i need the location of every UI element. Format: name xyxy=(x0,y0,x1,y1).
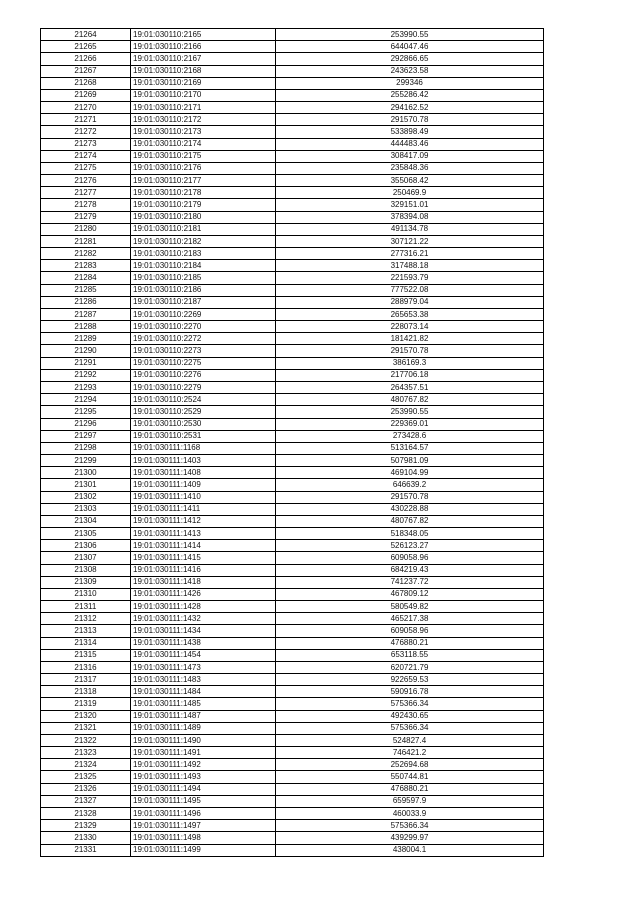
table-row xyxy=(41,491,544,503)
cadastral-value-cell: 264357.51 xyxy=(276,381,544,393)
cadastral-number-cell: 19:01:030111:1487 xyxy=(131,710,276,722)
cadastral-number-cell: 19:01:030110:2174 xyxy=(131,138,276,150)
row-number-cell: 21290 xyxy=(41,345,131,357)
row-number-cell: 21291 xyxy=(41,357,131,369)
row-number-cell: 21279 xyxy=(41,211,131,223)
cadastral-value-cell: 250469.9 xyxy=(276,187,544,199)
row-number-cell: 21286 xyxy=(41,296,131,308)
table-row xyxy=(41,321,544,333)
row-number-cell: 21310 xyxy=(41,588,131,600)
cadastral-value-cell: 235848.36 xyxy=(276,162,544,174)
row-number-cell: 21306 xyxy=(41,540,131,552)
table-row xyxy=(41,649,544,661)
cadastral-value-cell: 308417.09 xyxy=(276,150,544,162)
row-number-cell: 21315 xyxy=(41,649,131,661)
table-row xyxy=(41,540,544,552)
cadastral-value-cell: 550744.81 xyxy=(276,771,544,783)
cadastral-number-cell: 19:01:030110:2176 xyxy=(131,162,276,174)
cadastral-number-cell: 19:01:030111:1416 xyxy=(131,564,276,576)
row-number-cell: 21301 xyxy=(41,479,131,491)
table-row xyxy=(41,65,544,77)
cadastral-value-cell: 533898.49 xyxy=(276,126,544,138)
cadastral-number-cell: 19:01:030111:1415 xyxy=(131,552,276,564)
cadastral-value-cell: 229369.01 xyxy=(276,418,544,430)
cadastral-value-cell: 228073.14 xyxy=(276,321,544,333)
cadastral-value-cell: 580549.82 xyxy=(276,601,544,613)
cadastral-value-cell: 291570.78 xyxy=(276,114,544,126)
table-row xyxy=(41,272,544,284)
cadastral-value-cell: 480767.82 xyxy=(276,515,544,527)
row-number-cell: 21300 xyxy=(41,467,131,479)
table-row xyxy=(41,503,544,515)
cadastral-number-cell: 19:01:030111:1493 xyxy=(131,771,276,783)
row-number-cell: 21294 xyxy=(41,394,131,406)
cadastral-value-cell: 255286.42 xyxy=(276,89,544,101)
cadastral-number-cell: 19:01:030110:2177 xyxy=(131,175,276,187)
cadastral-value-cell: 659597.9 xyxy=(276,795,544,807)
table-row xyxy=(41,394,544,406)
table-row xyxy=(41,284,544,296)
cadastral-value-cell: 741237.72 xyxy=(276,576,544,588)
cadastral-value-cell: 575366.34 xyxy=(276,820,544,832)
cadastral-value-cell: 253990.55 xyxy=(276,29,544,41)
cadastral-value-cell: 460033.9 xyxy=(276,808,544,820)
cadastral-value-cell: 518348.05 xyxy=(276,528,544,540)
cadastral-number-cell: 19:01:030110:2167 xyxy=(131,53,276,65)
cadastral-number-cell: 19:01:030110:2178 xyxy=(131,187,276,199)
table-row xyxy=(41,515,544,527)
row-number-cell: 21287 xyxy=(41,308,131,320)
table-row xyxy=(41,698,544,710)
row-number-cell: 21295 xyxy=(41,406,131,418)
table-row xyxy=(41,552,544,564)
cadastral-number-cell: 19:01:030110:2171 xyxy=(131,102,276,114)
table-row xyxy=(41,162,544,174)
row-number-cell: 21275 xyxy=(41,162,131,174)
row-number-cell: 21312 xyxy=(41,613,131,625)
row-number-cell: 21304 xyxy=(41,515,131,527)
cadastral-number-cell: 19:01:030110:2182 xyxy=(131,235,276,247)
cadastral-value-table xyxy=(40,28,544,857)
cadastral-number-cell: 19:01:030111:1418 xyxy=(131,576,276,588)
cadastral-number-cell: 19:01:030110:2180 xyxy=(131,211,276,223)
row-number-cell: 21303 xyxy=(41,503,131,515)
table-row xyxy=(41,41,544,53)
cadastral-value-cell: 221593.79 xyxy=(276,272,544,284)
table-row xyxy=(41,126,544,138)
cadastral-value-cell: 684219.43 xyxy=(276,564,544,576)
table-row xyxy=(41,747,544,759)
table-row xyxy=(41,625,544,637)
cadastral-value-cell: 491134.78 xyxy=(276,223,544,235)
cadastral-value-cell: 430228.88 xyxy=(276,503,544,515)
table-row xyxy=(41,89,544,101)
table-row xyxy=(41,369,544,381)
cadastral-number-cell: 19:01:030111:1495 xyxy=(131,795,276,807)
cadastral-value-cell: 299346 xyxy=(276,77,544,89)
row-number-cell: 21317 xyxy=(41,674,131,686)
table-row xyxy=(41,844,544,856)
cadastral-value-cell: 524827.4 xyxy=(276,734,544,746)
cadastral-value-cell: 646639.2 xyxy=(276,479,544,491)
row-number-cell: 21309 xyxy=(41,576,131,588)
table-row xyxy=(41,77,544,89)
cadastral-number-cell: 19:01:030111:1483 xyxy=(131,674,276,686)
cadastral-value-cell: 378394.08 xyxy=(276,211,544,223)
row-number-cell: 21280 xyxy=(41,223,131,235)
cadastral-number-cell: 19:01:030111:1408 xyxy=(131,467,276,479)
table-row xyxy=(41,211,544,223)
row-number-cell: 21323 xyxy=(41,747,131,759)
table-row xyxy=(41,832,544,844)
cadastral-number-cell: 19:01:030111:1412 xyxy=(131,515,276,527)
cadastral-value-cell: 922659.53 xyxy=(276,674,544,686)
cadastral-value-cell: 469104.99 xyxy=(276,467,544,479)
cadastral-number-cell: 19:01:030110:2183 xyxy=(131,248,276,260)
row-number-cell: 21296 xyxy=(41,418,131,430)
table-row xyxy=(41,357,544,369)
table-row xyxy=(41,442,544,454)
table-row xyxy=(41,722,544,734)
row-number-cell: 21288 xyxy=(41,321,131,333)
table-row xyxy=(41,467,544,479)
cadastral-number-cell: 19:01:030110:2275 xyxy=(131,357,276,369)
row-number-cell: 21307 xyxy=(41,552,131,564)
cadastral-value-cell: 386169.3 xyxy=(276,357,544,369)
cadastral-number-cell: 19:01:030111:1413 xyxy=(131,528,276,540)
row-number-cell: 21327 xyxy=(41,795,131,807)
row-number-cell: 21277 xyxy=(41,187,131,199)
cadastral-value-cell: 439299.97 xyxy=(276,832,544,844)
cadastral-number-cell: 19:01:030111:1496 xyxy=(131,808,276,820)
cadastral-value-cell: 252694.68 xyxy=(276,759,544,771)
cadastral-value-cell: 291570.78 xyxy=(276,345,544,357)
cadastral-number-cell: 19:01:030110:2185 xyxy=(131,272,276,284)
row-number-cell: 21322 xyxy=(41,734,131,746)
cadastral-number-cell: 19:01:030110:2173 xyxy=(131,126,276,138)
cadastral-value-cell: 575366.34 xyxy=(276,722,544,734)
cadastral-value-cell: 777522.08 xyxy=(276,284,544,296)
cadastral-value-cell: 480767.82 xyxy=(276,394,544,406)
row-number-cell: 21293 xyxy=(41,381,131,393)
cadastral-number-cell: 19:01:030110:2168 xyxy=(131,65,276,77)
cadastral-value-cell: 609058.96 xyxy=(276,552,544,564)
table-row xyxy=(41,601,544,613)
cadastral-value-cell: 288979.04 xyxy=(276,296,544,308)
table-row xyxy=(41,576,544,588)
table-row xyxy=(41,333,544,345)
row-number-cell: 21297 xyxy=(41,430,131,442)
cadastral-number-cell: 19:01:030110:2269 xyxy=(131,308,276,320)
cadastral-number-cell: 19:01:030110:2524 xyxy=(131,394,276,406)
table-row xyxy=(41,710,544,722)
cadastral-number-cell: 19:01:030111:1492 xyxy=(131,759,276,771)
cadastral-value-cell: 507981.09 xyxy=(276,455,544,467)
cadastral-number-cell: 19:01:030110:2169 xyxy=(131,77,276,89)
cadastral-number-cell: 19:01:030110:2530 xyxy=(131,418,276,430)
row-number-cell: 21308 xyxy=(41,564,131,576)
table-row xyxy=(41,418,544,430)
table-body xyxy=(41,29,544,857)
row-number-cell: 21285 xyxy=(41,284,131,296)
table-row xyxy=(41,588,544,600)
cadastral-value-cell: 317488.18 xyxy=(276,260,544,272)
cadastral-number-cell: 19:01:030111:1432 xyxy=(131,613,276,625)
table-row xyxy=(41,661,544,673)
table-row xyxy=(41,613,544,625)
cadastral-number-cell: 19:01:030111:1491 xyxy=(131,747,276,759)
cadastral-number-cell: 19:01:030110:2186 xyxy=(131,284,276,296)
table-row xyxy=(41,820,544,832)
cadastral-number-cell: 19:01:030111:1485 xyxy=(131,698,276,710)
cadastral-number-cell: 19:01:030111:1428 xyxy=(131,601,276,613)
table-row xyxy=(41,528,544,540)
row-number-cell: 21278 xyxy=(41,199,131,211)
cadastral-value-cell: 492430.65 xyxy=(276,710,544,722)
cadastral-number-cell: 19:01:030110:2172 xyxy=(131,114,276,126)
cadastral-value-cell: 620721.79 xyxy=(276,661,544,673)
cadastral-number-cell: 19:01:030110:2175 xyxy=(131,150,276,162)
cadastral-number-cell: 19:01:030111:1497 xyxy=(131,820,276,832)
row-number-cell: 21313 xyxy=(41,625,131,637)
cadastral-value-cell: 465217.38 xyxy=(276,613,544,625)
table-row xyxy=(41,235,544,247)
table-row xyxy=(41,771,544,783)
table-row xyxy=(41,795,544,807)
row-number-cell: 21324 xyxy=(41,759,131,771)
cadastral-value-cell: 307121.22 xyxy=(276,235,544,247)
table-row xyxy=(41,381,544,393)
cadastral-number-cell: 19:01:030110:2270 xyxy=(131,321,276,333)
cadastral-number-cell: 19:01:030110:2165 xyxy=(131,29,276,41)
cadastral-number-cell: 19:01:030111:1410 xyxy=(131,491,276,503)
row-number-cell: 21325 xyxy=(41,771,131,783)
row-number-cell: 21274 xyxy=(41,150,131,162)
row-number-cell: 21321 xyxy=(41,722,131,734)
row-number-cell: 21289 xyxy=(41,333,131,345)
table-row xyxy=(41,138,544,150)
row-number-cell: 21311 xyxy=(41,601,131,613)
table-row xyxy=(41,455,544,467)
cadastral-value-cell: 273428.6 xyxy=(276,430,544,442)
row-number-cell: 21267 xyxy=(41,65,131,77)
row-number-cell: 21330 xyxy=(41,832,131,844)
table-row xyxy=(41,53,544,65)
cadastral-number-cell: 19:01:030110:2273 xyxy=(131,345,276,357)
cadastral-value-cell: 513164.57 xyxy=(276,442,544,454)
cadastral-value-cell: 590916.78 xyxy=(276,686,544,698)
cadastral-value-cell: 467809.12 xyxy=(276,588,544,600)
table-row xyxy=(41,430,544,442)
cadastral-number-cell: 19:01:030110:2187 xyxy=(131,296,276,308)
cadastral-number-cell: 19:01:030111:1409 xyxy=(131,479,276,491)
cadastral-number-cell: 19:01:030111:1498 xyxy=(131,832,276,844)
row-number-cell: 21269 xyxy=(41,89,131,101)
cadastral-value-cell: 253990.55 xyxy=(276,406,544,418)
cadastral-value-cell: 444483.46 xyxy=(276,138,544,150)
cadastral-number-cell: 19:01:030110:2184 xyxy=(131,260,276,272)
cadastral-value-cell: 476880.21 xyxy=(276,783,544,795)
cadastral-number-cell: 19:01:030110:2170 xyxy=(131,89,276,101)
cadastral-value-cell: 329151.01 xyxy=(276,199,544,211)
cadastral-number-cell: 19:01:030111:1489 xyxy=(131,722,276,734)
table-row xyxy=(41,102,544,114)
cadastral-value-cell: 526123.27 xyxy=(276,540,544,552)
table-row xyxy=(41,564,544,576)
table-row xyxy=(41,296,544,308)
cadastral-number-cell: 19:01:030111:1434 xyxy=(131,625,276,637)
row-number-cell: 21270 xyxy=(41,102,131,114)
cadastral-value-cell: 746421.2 xyxy=(276,747,544,759)
cadastral-number-cell: 19:01:030111:1438 xyxy=(131,637,276,649)
cadastral-number-cell: 19:01:030111:1168 xyxy=(131,442,276,454)
table-row xyxy=(41,260,544,272)
row-number-cell: 21319 xyxy=(41,698,131,710)
table-row xyxy=(41,759,544,771)
cadastral-number-cell: 19:01:030111:1403 xyxy=(131,455,276,467)
table-row xyxy=(41,199,544,211)
row-number-cell: 21329 xyxy=(41,820,131,832)
cadastral-value-cell: 294162.52 xyxy=(276,102,544,114)
row-number-cell: 21281 xyxy=(41,235,131,247)
cadastral-value-cell: 217706.18 xyxy=(276,369,544,381)
table-row xyxy=(41,808,544,820)
table-row xyxy=(41,308,544,320)
row-number-cell: 21316 xyxy=(41,661,131,673)
row-number-cell: 21272 xyxy=(41,126,131,138)
cadastral-value-cell: 291570.78 xyxy=(276,491,544,503)
table-row xyxy=(41,783,544,795)
row-number-cell: 21305 xyxy=(41,528,131,540)
cadastral-number-cell: 19:01:030111:1411 xyxy=(131,503,276,515)
row-number-cell: 21265 xyxy=(41,41,131,53)
cadastral-number-cell: 19:01:030111:1426 xyxy=(131,588,276,600)
cadastral-number-cell: 19:01:030110:2279 xyxy=(131,381,276,393)
cadastral-number-cell: 19:01:030110:2531 xyxy=(131,430,276,442)
cadastral-number-cell: 19:01:030110:2181 xyxy=(131,223,276,235)
cadastral-number-cell: 19:01:030111:1499 xyxy=(131,844,276,856)
table-row xyxy=(41,637,544,649)
cadastral-value-cell: 181421.82 xyxy=(276,333,544,345)
table-row xyxy=(41,175,544,187)
cadastral-number-cell: 19:01:030111:1473 xyxy=(131,661,276,673)
row-number-cell: 21271 xyxy=(41,114,131,126)
row-number-cell: 21268 xyxy=(41,77,131,89)
row-number-cell: 21283 xyxy=(41,260,131,272)
row-number-cell: 21298 xyxy=(41,442,131,454)
cadastral-number-cell: 19:01:030110:2166 xyxy=(131,41,276,53)
row-number-cell: 21331 xyxy=(41,844,131,856)
table-row xyxy=(41,29,544,41)
table-row xyxy=(41,114,544,126)
cadastral-value-cell: 243623.58 xyxy=(276,65,544,77)
cadastral-number-cell: 19:01:030111:1494 xyxy=(131,783,276,795)
table-row xyxy=(41,674,544,686)
cadastral-value-cell: 292866.65 xyxy=(276,53,544,65)
cadastral-number-cell: 19:01:030111:1454 xyxy=(131,649,276,661)
row-number-cell: 21292 xyxy=(41,369,131,381)
cadastral-value-cell: 575366.34 xyxy=(276,698,544,710)
row-number-cell: 21299 xyxy=(41,455,131,467)
row-number-cell: 21302 xyxy=(41,491,131,503)
row-number-cell: 21328 xyxy=(41,808,131,820)
cadastral-number-cell: 19:01:030110:2272 xyxy=(131,333,276,345)
cadastral-value-cell: 355068.42 xyxy=(276,175,544,187)
row-number-cell: 21318 xyxy=(41,686,131,698)
table-row xyxy=(41,345,544,357)
table-row xyxy=(41,150,544,162)
row-number-cell: 21264 xyxy=(41,29,131,41)
cadastral-value-cell: 476880.21 xyxy=(276,637,544,649)
row-number-cell: 21282 xyxy=(41,248,131,260)
cadastral-value-cell: 653118.55 xyxy=(276,649,544,661)
row-number-cell: 21266 xyxy=(41,53,131,65)
row-number-cell: 21284 xyxy=(41,272,131,284)
cadastral-value-cell: 265653.38 xyxy=(276,308,544,320)
row-number-cell: 21276 xyxy=(41,175,131,187)
table-row xyxy=(41,406,544,418)
cadastral-number-cell: 19:01:030111:1484 xyxy=(131,686,276,698)
row-number-cell: 21314 xyxy=(41,637,131,649)
cadastral-number-cell: 19:01:030111:1490 xyxy=(131,734,276,746)
table-row xyxy=(41,187,544,199)
table-row xyxy=(41,479,544,491)
cadastral-number-cell: 19:01:030111:1414 xyxy=(131,540,276,552)
cadastral-number-cell: 19:01:030110:2529 xyxy=(131,406,276,418)
cadastral-value-cell: 438004.1 xyxy=(276,844,544,856)
table-row xyxy=(41,686,544,698)
table-row xyxy=(41,248,544,260)
row-number-cell: 21273 xyxy=(41,138,131,150)
table-row xyxy=(41,734,544,746)
table-row xyxy=(41,223,544,235)
cadastral-value-cell: 277316.21 xyxy=(276,248,544,260)
cadastral-value-cell: 609058.96 xyxy=(276,625,544,637)
row-number-cell: 21326 xyxy=(41,783,131,795)
cadastral-number-cell: 19:01:030110:2276 xyxy=(131,369,276,381)
cadastral-value-cell: 644047.46 xyxy=(276,41,544,53)
row-number-cell: 21320 xyxy=(41,710,131,722)
cadastral-number-cell: 19:01:030110:2179 xyxy=(131,199,276,211)
